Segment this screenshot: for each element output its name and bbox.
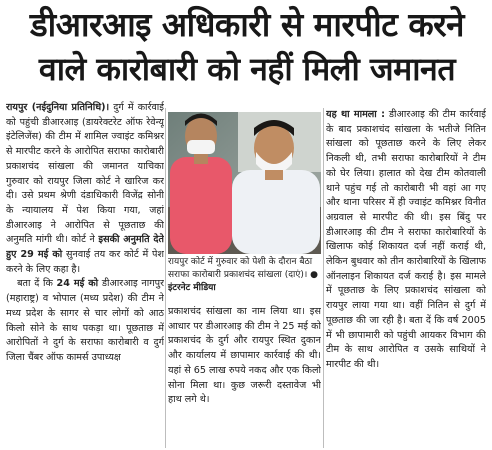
- column-2-text: प्रकाशचंद सांखला का नाम लिया था। इस आधार पर डीआरआइ की टीम ने 25 मई को प्रकाशचंद के दुर्ग और रायपुर स्थित दुकान और कार्यालय में छापामार कार्रवाई की थी। यहां से 65 लाख रुपये नकद और एक किलो सोना मिला था। कुछ जरूरी दस्तावेज भी हाथ लगे थे।: [168, 306, 321, 406]
- news-photo: [168, 112, 321, 254]
- column-divider-left: [165, 108, 166, 448]
- paragraph-2-lead: बता दें कि: [17, 278, 53, 290]
- article-column-1: [6, 101, 164, 449]
- photo-illustration: [168, 112, 321, 254]
- column-3-paragraph: [326, 108, 486, 373]
- subhead-lead: यह था मामला :: [326, 109, 385, 120]
- photo-caption: [168, 256, 321, 300]
- paragraph-1-text: दुर्ग में कार्रवाई को पहुंची डीआरआइ (डायरेक्टरेट ऑफ रेवेन्यू इंटेलिजेंस) की टीम में शामिल ज्वाइंट कमिश्नर से मारपीट करने के आरोपित सराफा कारोबारी प्रकाशचंद सांखला की जमानत याचिका गुरुवार को रायपुर जिला कोर्ट ने खारिज कर दी। उसे प्रथम श्रेणी दंडाधिकारी विजेंद्र सोनी के न्यायालय में पेश किया गया, जहां डीआरआइ ने आरोपित से पूछताछ की अनुमति मांगी थी। कोर्ट ने: [6, 102, 164, 246]
- bullet-icon: ●: [310, 270, 318, 280]
- caption-text: रायपुर कोर्ट में गुरुवार को पेशी के दौरान बैठा सराफा कारोबारी प्रकाशचंद सांखला (दाएं)।: [168, 257, 313, 280]
- photo-credit: इंटरनेट मीडिया: [168, 283, 216, 293]
- headline-line-2: वाले कारोबारी को नहीं मिली जमानत: [38, 50, 456, 88]
- paragraph-1-end: सुनवाई तय कर कोर्ट में पेश करने के लिए कहा है।: [6, 249, 164, 275]
- article-column-3: [326, 108, 486, 448]
- paragraph-2-bold: 24 मई को: [56, 278, 99, 290]
- column-3-text: डीआरआइ की टीम कार्रवाई के बाद प्रकाशचंद सांखला के भतीजे नितिन सांखला को पूछताछ करने के लिए लेकर निकली थी, तभी सराफा कारोबारियों ने टीम को घेर लिया। हालात को देख टीम कोतवाली थाने पहुंच गई तो कारोबारी भी वहां आ गए और थाना परिसर में ही ज्वाइंट कमिश्नर विनीत अग्रवाल से मारपीट की थी। इस बिंदु पर डीआरआइ की टीम ने सराफा कारोबारियों के खिलाफ कोई शिकायत दर्ज नहीं कराई थी, लेकिन बुधवार को तीन कारोबारियों के खिलाफ ऑनलाइन शिकायत दर्ज कराई है। इस मामले में पूछताछ के लिए प्रकाशचंद सांखला को रायपुर लाया गया था। वहीं नितिन से दुर्ग में पूछताछ की जा रही है। बता दें कि वर्ष 2005 में भी छापामारी को पहुंची आयकर विभाग की टीम के साथ आरोपित व उसके साथियों ने मारपीट की थी।: [326, 109, 486, 370]
- dateline: रायपुर (नईदुनिया प्रतिनिधि)।: [6, 102, 110, 113]
- paragraph-1: [6, 101, 164, 277]
- headline-line-1: डीआरआइ अधिकारी से मारपीट करने: [30, 5, 464, 44]
- paragraph-2: [6, 277, 164, 365]
- paragraph-2-text: डीआरआइ नागपुर (महाराष्ट्र) व भोपाल (मध्य प्रदेश) की टीम ने मध्य प्रदेश के सागर से चार लोगों को आठ किलो सोने के साथ पकड़ा था। पूछताछ में आरोपितों ने दुर्ग के सराफा कारोबारी व दुर्ग जिला चैंबर ऑफ कामर्स उपाध्यक्ष: [6, 278, 164, 363]
- column-divider-right: [323, 108, 324, 448]
- article-column-2: [168, 305, 321, 449]
- paragraph-1-bold: इसकी अनुमति देते हुए 29 मई को: [6, 234, 164, 261]
